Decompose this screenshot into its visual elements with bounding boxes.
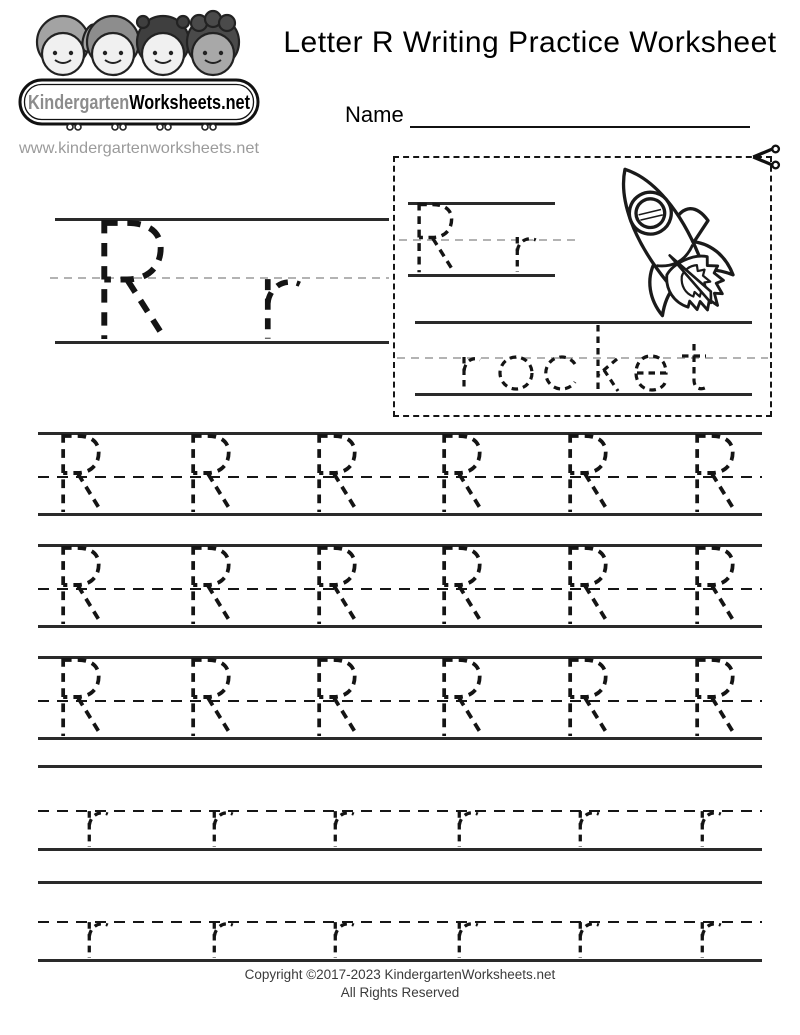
trace-word-letter-c [546,357,575,389]
trace-letter-R [685,544,743,626]
trace-letter-r [79,808,116,849]
practice-row-lowercase [38,919,762,961]
writing-guide-line [38,656,762,659]
trace-letter-R [432,432,490,514]
trace-word-letter-t [682,344,707,389]
trace-letter-R [558,544,616,626]
trace-letter-r [204,808,241,849]
writing-guide-line [38,881,762,884]
trace-letter-r [79,919,116,960]
site-logo [18,8,270,163]
trace-letter-R [558,656,616,738]
trace-letter-R [408,201,461,274]
trace-letter-r [570,808,607,849]
trace-letter-R [685,656,743,738]
trace-letter-R [181,544,239,626]
name-label: Name [345,102,404,127]
logo-url: www.kindergartenworksheets.net [18,140,260,157]
writing-guide-line [38,848,762,851]
writing-guide-line [38,765,762,768]
kids-heads-illustration [37,11,239,75]
logo-kids-image [18,8,270,158]
trace-letter-R [685,432,743,514]
cutout-card [393,156,772,417]
trace-letter-R [51,656,109,738]
practice-row-uppercase [38,544,762,627]
trace-letter-r [692,919,729,960]
name-write-line [410,126,750,128]
writing-guide-midline [38,921,762,923]
trace-letter-r [325,919,362,960]
writing-guide-line [38,959,762,962]
trace-letter-r [204,919,241,960]
practice-row-lowercase [38,808,762,850]
trace-letter-r [570,919,607,960]
trace-letter-R [51,432,109,514]
writing-guide-line [408,274,555,277]
practice-row-uppercase [38,432,762,515]
writing-guide-line [38,432,762,435]
trace-letter-R [181,432,239,514]
writing-guide-midline [38,476,762,478]
trace-letter-R [307,544,365,626]
trace-letter-R [181,656,239,738]
trace-letter-R [432,656,490,738]
rocket-image [581,161,766,343]
display-letter-r [250,274,314,342]
writing-guide-line [38,544,762,547]
trace-word-letter-k [598,325,618,391]
trace-letter-r [449,808,486,849]
trace-letter-R [51,544,109,626]
writing-guide-line [38,737,762,740]
trace-letter-r [449,919,486,960]
trace-letter-r [507,234,544,274]
display-letter-R [85,217,177,342]
writing-guide-midline [38,700,762,702]
trace-letter-R [558,432,616,514]
trace-word-letter-r [464,357,480,391]
trace-letter-R [307,432,365,514]
writing-guide-midline [38,588,762,590]
trace-word-letter-e [636,356,666,390]
footer-rights: All Rights Reserved [340,985,460,1000]
trace-word [450,319,720,395]
name-row [345,102,404,128]
trace-letter-R [307,656,365,738]
logo-brand-text: KindergartenWorksheets.net [28,92,270,114]
trace-word-letter-o [500,357,532,389]
footer [0,966,800,1002]
writing-guide-line [38,625,762,628]
trace-letter-r [692,808,729,849]
trace-letter-R [432,544,490,626]
writing-guide-line [38,513,762,516]
page-title: Letter R Writing Practice Worksheet [283,26,777,59]
writing-guide-midline [38,810,762,812]
trace-letter-r [325,808,362,849]
practice-row-uppercase [38,656,762,739]
footer-copyright: Copyright ©2017-2023 KindergartenWorksheets.net [244,967,556,982]
